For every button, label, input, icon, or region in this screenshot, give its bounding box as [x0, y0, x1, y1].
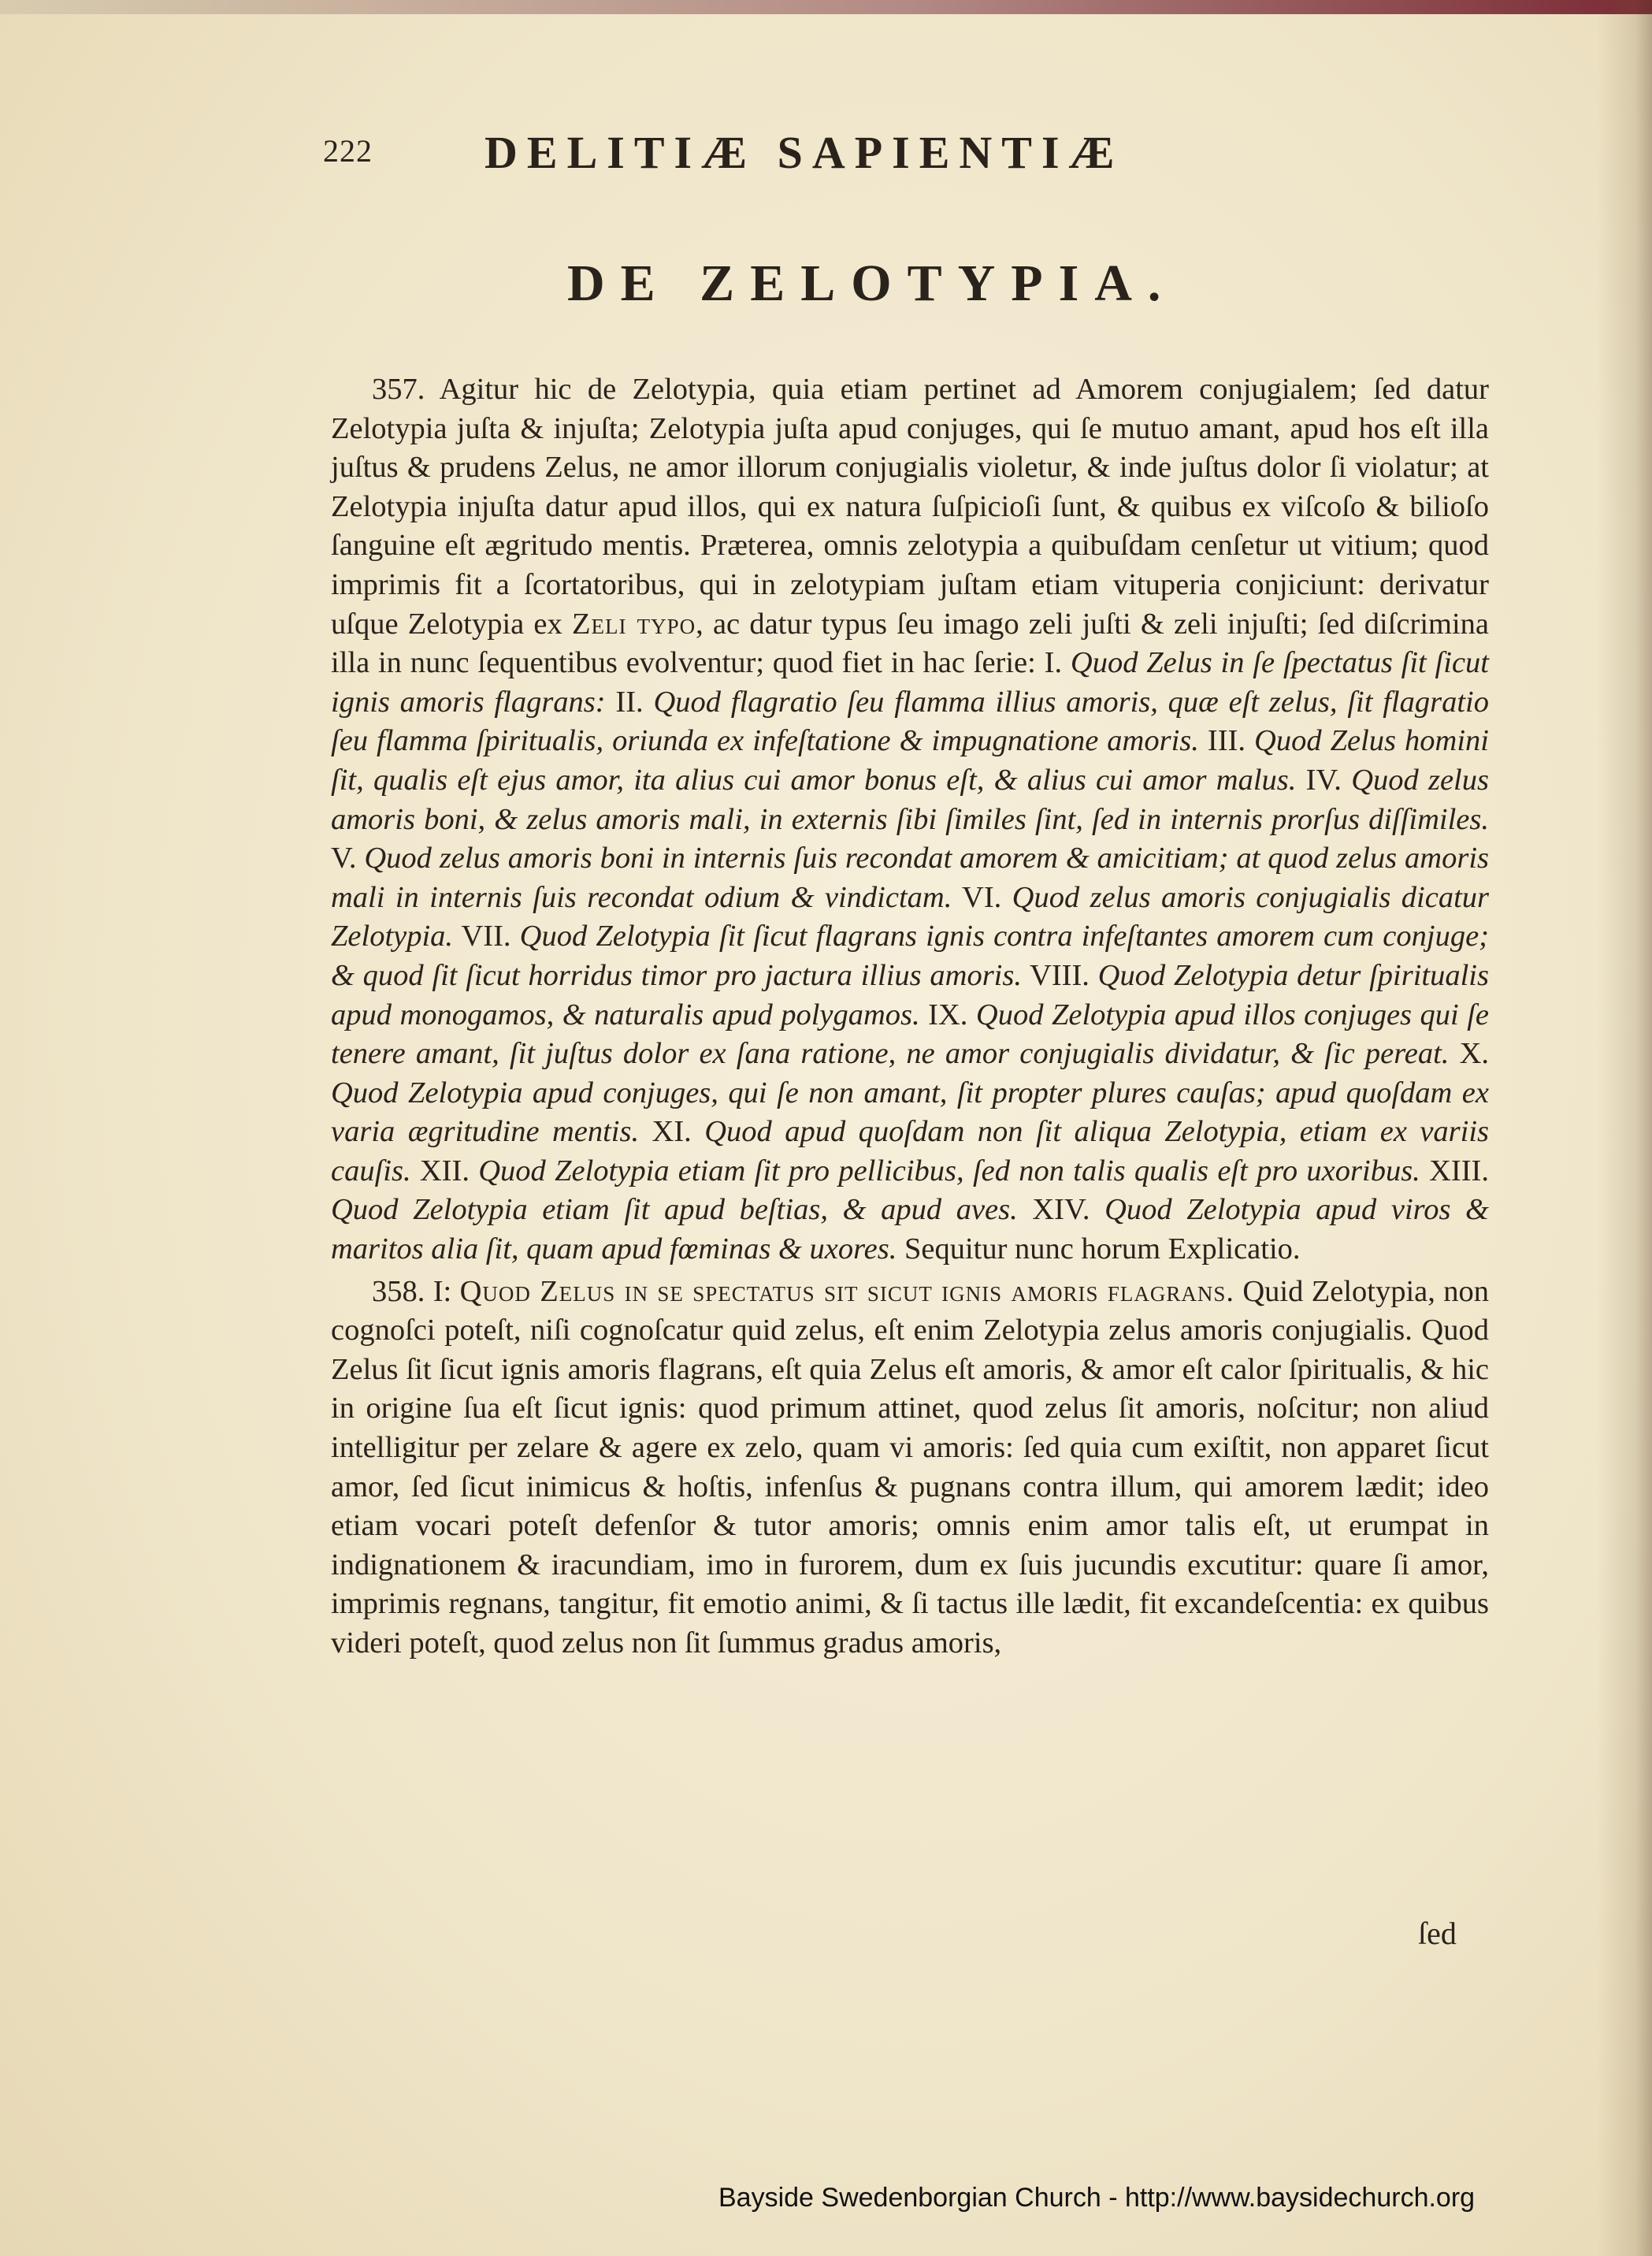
- running-title: DELITIÆ SAPIENTIÆ: [484, 127, 1124, 178]
- footer-credit: Bayside Swedenborgian Church - http://www.baysidechurch.org: [718, 2183, 1476, 2213]
- book-edge-right: [1597, 0, 1652, 2256]
- body-text: [331, 370, 1489, 1663]
- page-number: 222: [323, 133, 373, 169]
- section-title: DE ZELOTYPIA.: [567, 255, 1177, 312]
- running-header: [323, 126, 1552, 181]
- catchword: ſed: [1418, 1916, 1457, 1951]
- paragraph-357: 357. Agitur hic de Zelotypia, quia etiam pertinet ad Amorem conjugialem; ſed datur Zelotypia juſta & injuſta; Zelotypia juſta apud conjuges, qui ſe mutuo amant, apud hos eſt illa juſtus & prudens Zelus, ne amor illorum conjugialis violetur, & inde juſtus dolor ſi violatur; at Zelotypia injuſta datur apud illos, qui ex natura ſuſpicioſi ſunt, & quibus ex viſcoſo & bilioſo ſanguine eſt ægritudo mentis. Præterea, omnis zelotypia a quibuſdam cenſetur ut vitium; quod imprimis fit a ſcortatoribus, qui in zelotypiam juſtam etiam vituperia conjiciunt: derivatur uſque Zelotypia ex Zeli typo, ac datur typus ſeu imago zeli juſti & zeli injuſti; ſed diſcrimina illa in nunc ſequentibus evolventur; quod fiet in hac ſerie: I. Quod Zelus in ſe ſpectatus ſit ſicut ignis amoris flagrans: II. Quod flagratio ſeu flamma illius amoris, quæ eſt zelus, ſit flagratio ſeu flamma ſpiritualis, oriunda ex infeſtatione & impugnatione amoris. III. Quod Zelus homini ſit, qualis eſt ejus amor, ita alius cui amor bonus eſt, & alius cui amor malus. IV. Quod zelus amoris boni, & zelus amoris mali, in externis ſibi ſimiles ſint, ſed in internis prorſus diſſimiles. V. Quod zelus amoris boni in internis ſuis recondat amorem & amicitiam; at quod zelus amoris mali in internis ſuis recondat odium & vindictam. VI. Quod zelus amoris conjugialis dicatur Zelotypia. VII. Quod Zelotypia ſit ſicut flagrans ignis contra infeſtantes amorem cum conjuge; & quod ſit ſicut horridus timor pro jactura illius amoris. VIII. Quod Zelotypia detur ſpiritualis apud monogamos, & naturalis apud polygamos. IX. Quod Zelotypia apud illos conjuges qui ſe tenere amant, ſit juſtus dolor ex ſana ratione, ne amor conjugialis dividatur, & ſic pereat. X. Quod Zelotypia apud conjuges, qui ſe non amant, ſit propter plures cauſas; apud quoſdam ex varia ægritudine mentis. XI. Quod apud quoſdam non ſit aliqua Zelotypia, etiam ex variis cauſis. XII. Quod Zelotypia etiam ſit pro pellicibus, ſed non talis qualis eſt pro uxoribus. XIII. Quod Zelotypia etiam ſit apud beſtias, & apud aves. XIV. Quod Zelotypia apud viros & maritos alia ſit, quam apud fœminas & uxores. Sequitur nunc horum Explicatio.: [331, 373, 1490, 1266]
- paragraph-358: 358. I: Quod Zelus in ſe ſpectatus ſit ſicut ignis amoris flagrans. Quid Zelotypia, non cognoſci poteſt, niſi cognoſcatur quid zelus, eſt enim Zelotypia zelus amoris conjugialis. Quod Zelus ſit ſicut ignis amoris flagrans, eſt quia Zelus eſt amoris, & amor eſt calor ſpiritualis, & hic in origine ſua eſt ſicut ignis: quod primum attinet, quod zelus ſit amoris, noſcitur; non aliud intelligitur per zelare & agere ex zelo, quam vi amoris: ſed quia cum exiſtit, non apparet ſicut amor, ſed ſicut inimicus & hoſtis, infenſus & pugnans contra illum, qui amorem lædit; ideo etiam vocari poteſt defenſor & tutor amoris; omnis enim amor talis eſt, ut erumpat in indignationem & iracundiam, imo in furorem, dum ex ſuis jucundis excutitur: quare ſi amor, imprimis regnans, tangitur, fit emotio animi, & ſi tactus ille lædit, fit excandeſcentia: ex quibus videri poteſt, quod zelus non ſit ſummus gradus amoris,: [331, 1274, 1489, 1659]
- book-edge-top: [0, 0, 1652, 14]
